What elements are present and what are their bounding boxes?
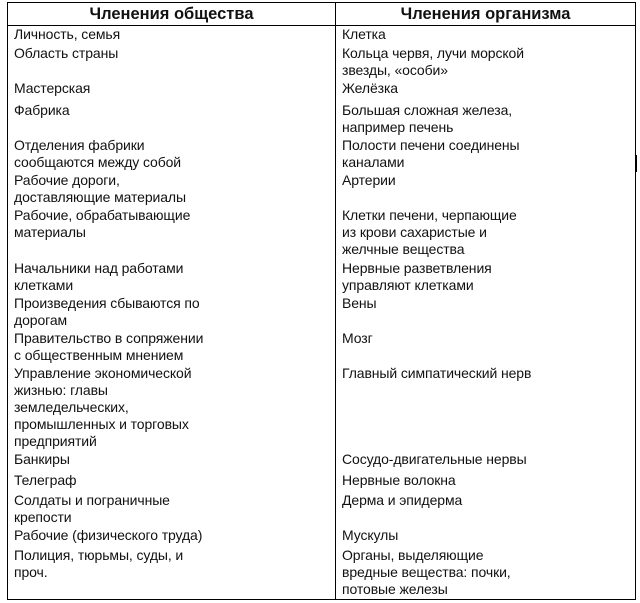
table-row bbox=[8, 295, 636, 330]
cell-organism: Желёзка bbox=[336, 80, 636, 102]
cell-organism: Вены bbox=[336, 295, 636, 330]
cell-organism: Мозг bbox=[336, 330, 636, 365]
table-row bbox=[8, 365, 636, 451]
cell-society: Банкиры bbox=[8, 451, 336, 472]
cell-society: Начальники над работами клетками bbox=[8, 260, 336, 295]
header-row bbox=[8, 3, 636, 26]
table-row bbox=[8, 137, 636, 172]
cell-society: Мастерская bbox=[8, 80, 336, 102]
table-row bbox=[8, 102, 636, 137]
table-row bbox=[8, 547, 636, 600]
cell-organism: Клетки печени, черпающие из крови сахаристые и желчные вещества bbox=[336, 207, 636, 260]
cell-organism: Сосудо-двигательные нервы bbox=[336, 451, 636, 472]
table-row bbox=[8, 472, 636, 492]
cell-society: Солдаты и пограничные крепости bbox=[8, 492, 336, 527]
table-row bbox=[8, 451, 636, 472]
table-row bbox=[8, 492, 636, 527]
cell-organism: Большая сложная железа, например печень bbox=[336, 102, 636, 137]
table-row bbox=[8, 207, 636, 260]
cell-society: Отделения фабрики сообщаются между собой bbox=[8, 137, 336, 172]
cell-society: Рабочие дороги, доставляющие материалы bbox=[8, 172, 336, 207]
cell-society: Рабочие, обрабатывающие материалы bbox=[8, 207, 336, 260]
cell-society: Фабрика bbox=[8, 102, 336, 137]
cell-society: Телеграф bbox=[8, 472, 336, 492]
cell-organism: Нервные разветвления управляют клетками bbox=[336, 260, 636, 295]
table-row bbox=[8, 80, 636, 102]
table-row bbox=[8, 45, 636, 80]
cell-organism: Кольца червя, лучи морской звезды, «особи» bbox=[336, 45, 636, 80]
table-row bbox=[8, 527, 636, 547]
cell-society: Личность, семья bbox=[8, 26, 336, 45]
cell-society: Управление экономической жизнью: главы земледельческих, промышленных и торговых предприятий bbox=[8, 365, 336, 451]
table-row bbox=[8, 260, 636, 295]
table-row bbox=[8, 172, 636, 207]
cell-society: Рабочие (физического труда) bbox=[8, 527, 336, 547]
cell-organism: Полости печени соединены каналами bbox=[336, 137, 636, 172]
comparison-table bbox=[7, 2, 636, 600]
cell-society: Произведения сбываются по дорогам bbox=[8, 295, 336, 330]
cell-organism: Органы, выделяющие вредные вещества: почки, потовые железы bbox=[336, 547, 636, 600]
table-row bbox=[8, 26, 636, 45]
cell-organism: Клетка bbox=[336, 26, 636, 45]
cell-organism: Нервные волокна bbox=[336, 472, 636, 492]
cell-organism: Главный симпатический нерв bbox=[336, 365, 636, 451]
cell-society: Область страны bbox=[8, 45, 336, 80]
cell-organism: Мускулы bbox=[336, 527, 636, 547]
cell-organism: Артерии bbox=[336, 172, 636, 207]
cell-society: Полиция, тюрьмы, суды, и проч. bbox=[8, 547, 336, 600]
cell-organism: Дерма и эпидерма bbox=[336, 492, 636, 527]
cell-society: Правительство в сопряжении с общественным мнением bbox=[8, 330, 336, 365]
header-society: Членения общества bbox=[8, 3, 336, 26]
table-row bbox=[8, 330, 636, 365]
header-organism: Членения организма bbox=[336, 3, 636, 26]
text-cursor bbox=[636, 155, 637, 172]
